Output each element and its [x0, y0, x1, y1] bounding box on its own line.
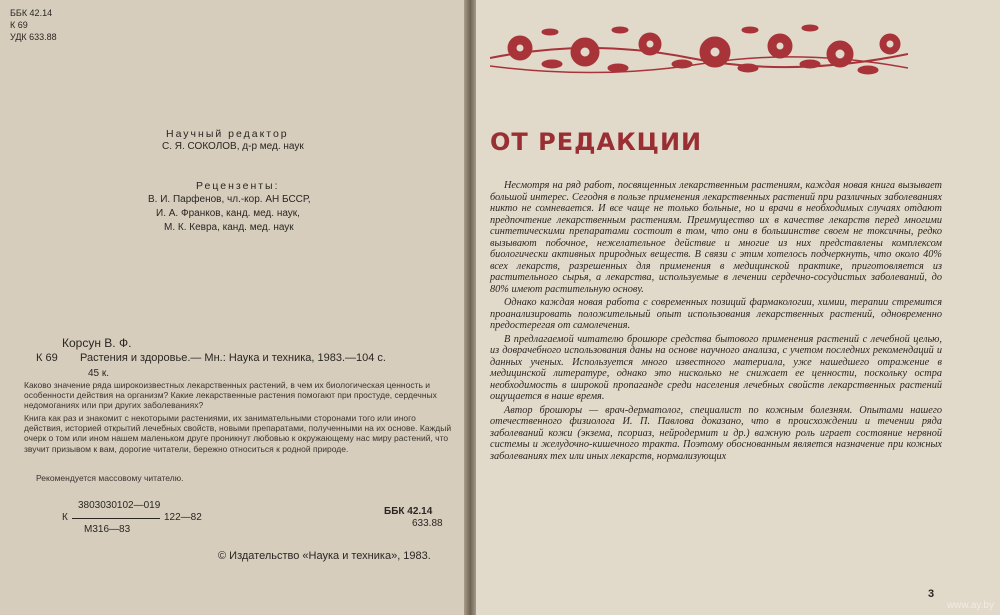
reviewer-3: М. К. Кевра, канд. мед. наук [164, 222, 294, 233]
price: 45 к. [88, 368, 110, 379]
bibliographic-line: Растения и здоровье.— Мн.: Наука и техника, 1983.—104 с. [80, 352, 386, 364]
watermark: www.ay.by [946, 600, 994, 611]
floral-ornament-icon [490, 18, 908, 84]
paragraph: Несмотря на ряд работ, посвященных лекарственным растениям, каждая новая книга вызывает большой интерес. Сегодня в пользе применения лекарственных растений при различных заболеваниях никто не сомневается. И все чаще не только больные, но и врачи в необходимых случаях отдают предпочтение лекарственным растениям. Преимущество их в качестве лекарств перед многими синтетическими препаратами состоит в том, что они в большинстве своем не токсичны, редко вызывают побочное, нежелательное действие и многие из них представлены комплексом биологически активных природных веществ. В связи с этим хотелось подчеркнуть, что около 40% всех лекарств, разрешенных для применения в медицинской практике, приготовляется из растительного сырья, а лекарства, используемые в лечении сердечно-сосудистых заболеваний, до 80% имеют растительную основу. [490, 180, 942, 295]
author-name: Корсун В. Ф. [62, 336, 132, 350]
formula-k: К [62, 512, 68, 523]
index-code: К 69 [36, 352, 58, 364]
reviewer-1: В. И. Парфенов, чл.-кор. АН БССР, [148, 194, 311, 205]
paragraph: Однако каждая новая работа с современных позиций фармакологии, химии, терапии стремится проанализировать положительный опыт использования лекарственных растений, одновременно предостерегая от самолечения. [490, 297, 942, 331]
editorial-body [490, 180, 942, 464]
code-bbk: ББК 42.14 [10, 8, 53, 18]
formula-top: 3803030102—019 [78, 500, 161, 511]
reviewers-label: Рецензенты: [196, 180, 280, 192]
annotation-text: Каково значение ряда широкоизвестных лекарственных растений, в чем их биологическая ценность и особенности действия на организм? Какие лекарственные растения помогают при простуде, сердечных недомоганиях или при других заболеваниях? [24, 380, 437, 411]
code-udk: УДК 633.88 [10, 32, 57, 42]
editor-name: С. Я. СОКОЛОВ, д-р мед. наук [162, 141, 304, 152]
bbk-code-2: 633.88 [412, 518, 443, 529]
left-page [0, 0, 466, 615]
right-page [476, 0, 1000, 615]
editor-label: Научный редактор [166, 128, 289, 140]
reviewer-2: И. А. Франков, канд. мед. наук, [156, 208, 300, 219]
publisher-line: © Издательство «Наука и техника», 1983. [218, 550, 431, 562]
formula-fraction-line [72, 518, 160, 519]
recommendation: Рекомендуется массовому читателю. [36, 473, 184, 483]
paragraph: В предлагаемой читателю брошюре средства бытового применения растений с лечебной целью, из доврачебного использования даны на основе научного анализа, с учетом последних рекомендаций и данных ученых. Используется много известного материала, уже нашедшего отражение в медицинской литературе, однако это нисколько не снижает ее ценности, поскольку остра необходимость в широкой пропаганде среди населения лечебных свойств лекарственных растений ощущается в наше время. [490, 333, 942, 402]
formula-bottom: М316—83 [84, 524, 131, 535]
bbk-code: ББК 42.14 [384, 506, 433, 517]
annotation-text-2: Книга как раз и знакомит с некоторыми растениями, их занимательными сторонами того или иного действия, историей открытий лечебных свойств, новыми препаратами, полученными на их основе. Каждый очерк о том или ином нашем маленьком друге проникнут любовью к окружающему нас миру растений, что звучит призывом к вам, дорогие читатели, бережно относиться к родной природе. [24, 413, 452, 454]
code-k: К 69 [10, 20, 28, 30]
formula-right: 122—82 [164, 512, 202, 523]
section-title: ОТ РЕДАКЦИИ [490, 128, 703, 156]
paragraph: Автор брошюры — врач-дерматолог, специалист по кожным болезням. Опытами нашего отечественного физиолога И. П. Павлова доказано, что в происхождении и течении ряда заболеваний кожи (экзема, псориаз, нейродермит и др.) важную роль играет состояние нервной системы и желудочно-кишечного тракта. Поэтому обоснованным является назначение при кожных заболеваниях тех или иных лекарств, нормализующих [490, 404, 942, 462]
page-number: 3 [928, 588, 935, 600]
